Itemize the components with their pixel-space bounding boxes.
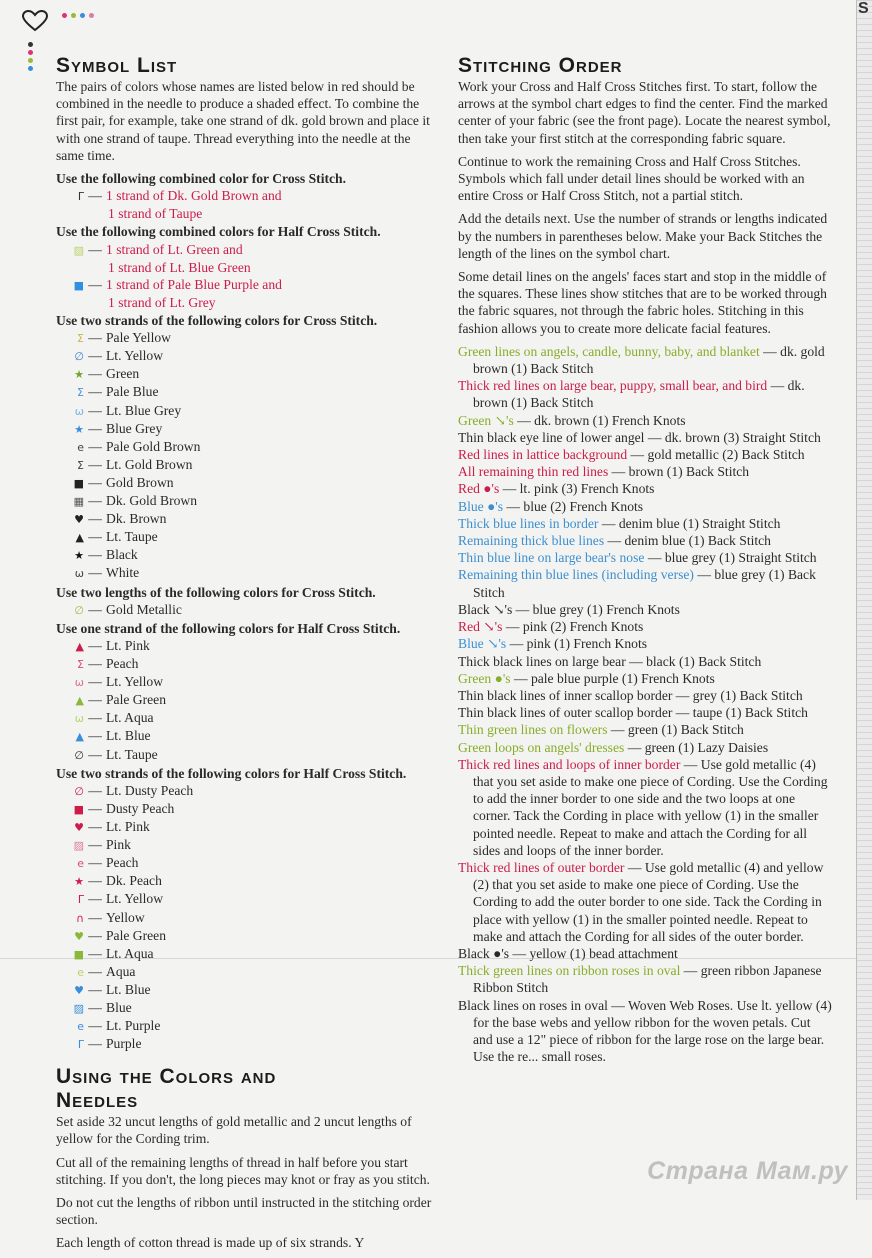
dash: — [88,474,102,490]
dash: — [88,402,102,418]
stitch-entry [458,446,832,463]
dash: — [88,1036,102,1052]
stitch-entry [458,532,832,549]
stitch-instruction: — dk. gold brown (1) Back Stitch [473,343,825,377]
color-name: Lt. Dusty Peach [106,782,194,798]
stitch-entry [458,756,832,859]
symbol-row [56,872,432,890]
color-name: Dk. Peach [106,873,162,889]
stitch-instruction: — gold metallic (2) Back Stitch [627,447,805,463]
decorative-dots-vertical [28,42,33,71]
stitch-symbol-icon: ∩ [75,911,84,925]
stitching-order-list [458,343,832,1066]
color-name: White [106,565,140,581]
symbol-row [56,510,432,528]
stitch-symbol-icon: e [77,965,84,979]
symbol-row [56,1035,432,1053]
stitch-symbol-icon: ■ [73,278,84,292]
symbol-row [56,981,432,999]
stitch-entry [458,687,832,704]
stitch-entry [458,601,832,618]
stitch-instruction: — dk. brown (1) French Knots [513,412,686,428]
dash: — [88,276,102,292]
stitch-entry [458,377,832,411]
dash: — [88,710,102,726]
symbol-row [56,365,432,383]
dash: — [88,420,102,436]
detail-line-label: Blue ↘'s [458,636,507,652]
detail-line-label: Green ●'s [458,670,511,686]
symbol-row [56,945,432,963]
dash: — [88,999,102,1015]
symbol-row [56,383,432,401]
dash: — [88,348,102,364]
stitch-symbol-icon: ♥ [74,929,84,943]
dash: — [88,638,102,653]
dash: — [88,728,102,744]
color-name: Pale Gold Brown [106,438,201,454]
symbol-row [56,999,432,1017]
color-name: Green [106,366,140,382]
color-name: Black [106,547,138,563]
symbol-list-intro: The pairs of colors whose names are listed below in red should be combined in the needle to produce a shaded effect. To combine the first pair, for example, take one strand of dk. gold brown and place it with one strand of taupe. Thread everything into the needle at the same time. [56,79,430,163]
combined-color-label: 1 strand of Taupe [108,206,203,222]
stitch-instruction: — blue (2) French Knots [503,498,644,514]
stitch-instruction: — green (1) Back Stitch [607,722,744,738]
stitch-symbol-icon: Σ [77,658,84,672]
dash: — [88,1018,102,1034]
dash: — [88,692,102,708]
colors-needles-paragraph: Do not cut the lengths of ribbon until instructed in the stitching order section. [56,1195,432,1228]
symbol-group-heading: Use two strands of the following colors for Cross Stitch. [56,312,378,328]
color-name: Dk. Brown [106,511,167,527]
stitch-instruction: — dk. brown (1) Back Stitch [473,378,805,411]
detail-line-label: Thin green lines on flowers [458,722,608,738]
color-name: Lt. Pink [106,638,150,653]
stitch-instruction: — Use gold metallic (4) and yellow (2) that you set aside to make one piece of Cording. Use the Cording to add the outer border to one side. Tack the Cording in place with yellow (1) in the smaller pointed needle. Repeat to make and attach the Cording for all sides of the outer border. [473,859,824,944]
color-name: Blue Grey [106,420,163,436]
color-name: Lt. Aqua [106,945,154,961]
stitch-instruction: Thick black lines on large bear — black (1) Back Stitch [458,653,762,669]
adjacent-page-edge [856,0,872,1200]
stitch-symbol-icon: ω [74,567,84,581]
dash: — [88,493,102,509]
stitch-symbol-icon: ▨ [73,839,84,853]
symbol-row [56,492,432,510]
colors-needles-paragraph: Cut all of the remaining lengths of thread in half before you start stitching. If you don't, the long pieces may knot or fray as you stitch. [56,1154,430,1187]
detail-line-label: Thick green lines on ribbon roses in oval [458,963,681,979]
stitch-symbol-icon: ★ [74,549,84,563]
detail-line-label: Green loops on angels' dresses [458,739,625,755]
stitching-order-heading: Stitching Order [458,54,623,77]
colors-needles-heading: Using the Colors and Needles [56,1065,277,1113]
dash: — [88,456,102,472]
stitch-entry [458,997,832,1066]
dash: — [88,511,102,527]
stitch-symbol-icon: Σ [77,332,84,346]
stitch-instruction: — lt. pink (3) French Knots [499,481,655,497]
stitching-order-paragraph: Continue to work the remaining Cross and Half Cross Stitches. Symbols which fall under detail lines should be worked with an entire Cross or Half Cross Stitch, not a partial stitch. [458,153,805,204]
detail-line-label: Remaining thick blue lines [458,533,605,549]
symbol-row [56,854,432,872]
stitch-entry [458,704,832,721]
symbol-row [56,187,432,205]
color-name: Lt. Aqua [106,710,154,726]
color-name: Purple [106,1036,142,1052]
symbol-group-heading: Use two strands of the following colors for Half Cross Stitch. [56,765,407,781]
stitch-symbol-icon: e [77,1020,84,1034]
detail-line-label: All remaining thin red lines [458,464,609,480]
color-name: Yellow [106,909,145,925]
stitching-order-paragraph: Add the details next. Use the number of strands or lengths indicated by the numbers in parentheses below. Make your Back Stitches the length of the lines on the symbol chart. [458,211,828,261]
dash: — [88,330,102,346]
symbol-row [56,1017,432,1035]
symbol-group-heading: Use two lengths of the following colors for Cross Stitch. [56,584,376,600]
symbol-group-heading: Use the following combined colors for Half Cross Stitch. [56,224,381,240]
stitch-instruction: — denim blue (1) Back Stitch [604,533,771,549]
color-name: Dusty Peach [106,800,175,816]
dash: — [88,927,102,943]
dash: — [88,782,102,798]
stitch-symbol-icon: ★ [74,875,84,889]
symbol-row [56,420,432,438]
adjacent-page-letter: S [858,0,869,17]
stitch-entry [458,412,832,429]
dash: — [88,819,102,835]
symbol-row [56,746,432,764]
symbol-row [56,836,432,854]
color-name: Lt. Blue [106,981,151,997]
symbol-row [56,601,432,619]
symbol-row [56,927,432,945]
stitch-instruction: — green ribbon Japanese Ribbon Stitch [473,963,822,996]
color-name: Pale Blue [106,384,159,400]
dash: — [88,241,102,257]
detail-line-label: Red ↘'s [458,619,503,635]
combined-color-label: 1 strand of Lt. Blue Green [108,259,251,275]
dash: — [88,656,102,672]
stitch-instruction: — blue grey (1) Back Stitch [473,567,816,600]
combined-color-label: 1 strand of Pale Blue Purple and [106,276,282,292]
dash: — [88,601,102,617]
detail-line-label: Remaining thin blue lines (including verse) [458,567,694,583]
stitch-entry [458,739,832,756]
stitch-entry [458,480,832,497]
dash: — [88,963,102,979]
symbol-row [56,655,432,673]
color-name: Gold Metallic [106,601,182,617]
stitch-instruction: — pink (1) French Knots [506,636,648,652]
symbol-row [56,528,432,546]
stitch-instruction: — Use gold metallic (4) that you set aside to make one piece of Cording. Use the Cording to add the inner border to one side and the two loops at one corner. Tack the Cording in place with yellow (1) in the smaller pointed needle. Repeat to make and attach the Cording for all sides and loops of the inner border. [473,756,828,858]
color-name: Lt. Yellow [106,348,164,364]
detail-line-label: Thick red lines and loops of inner border [458,756,681,772]
stitch-instruction: Thin black lines of outer scallop border — taupe (1) Back Stitch [458,705,808,721]
stitch-instruction: — blue grey (1) Straight Stitch [644,550,817,566]
stitch-symbol-icon: e [77,440,84,454]
stitch-entry [458,515,832,532]
color-name: Lt. Blue Grey [106,402,182,418]
color-name: Lt. Yellow [106,891,164,907]
dash: — [88,529,102,545]
stitch-symbol-icon: ♥ [74,821,84,835]
symbol-row [56,963,432,981]
left-column [56,54,432,1258]
stitch-entry [458,945,832,962]
detail-line-label: Green lines on angels, candle, bunny, baby, and blanket [458,343,760,359]
detail-line-label: Red lines in lattice background [458,447,628,463]
color-name: Lt. Pink [106,819,150,835]
decorative-dots-horizontal [62,13,94,18]
stitch-entry [458,859,832,945]
symbol-row [56,564,432,582]
dash: — [88,547,102,563]
symbol-list-heading: Symbol List [56,54,178,77]
symbol-row [56,691,432,709]
symbol-row [56,329,432,347]
stitch-symbol-icon: Σ [77,458,84,472]
stitch-symbol-icon: ♥ [74,983,84,997]
detail-line-label: Thick blue lines in border [458,515,599,531]
color-name: Blue [106,999,132,1015]
stitch-symbol-icon: ■ [73,802,84,816]
stitch-instruction: Thin black eye line of lower angel — dk. brown (3) Straight Stitch [458,429,821,445]
dash: — [88,981,102,997]
stitch-symbol-icon: ★ [74,422,84,436]
stitching-order-paragraph: Some detail lines on the angels' faces start and stop in the middle of the squares. These lines show stitches that are to be worked through the fabric squares, not through the fabric holes. Stitching in this fashion allows you to create more delicate facial features. [458,269,827,336]
stitch-symbol-icon: ▨ [73,1001,84,1015]
watermark: Страна Мам.ру [647,1157,848,1185]
symbol-row [56,347,432,365]
stitch-instruction: Black ↘'s — blue grey (1) French Knots [458,601,680,617]
dash: — [88,891,102,907]
symbol-row [56,800,432,818]
stitch-instruction: Black ●'s — yellow (1) bead attachment [458,945,678,961]
detail-line-label: Red ●'s [458,481,500,497]
combined-color-label: 1 strand of Lt. Grey [108,294,216,310]
stitch-symbol-icon: Σ [77,386,84,400]
symbol-row [56,474,432,492]
stitch-instruction: — brown (1) Back Stitch [608,464,750,480]
symbol-row [56,276,432,294]
stitch-instruction: — pink (2) French Knots [502,619,644,635]
detail-line-label: Thin blue line on large bear's nose [458,550,645,566]
dash: — [88,945,102,961]
color-name: Lt. Yellow [106,674,164,690]
dash: — [88,384,102,400]
dash: — [88,438,102,454]
stitch-symbol-icon: ω [74,404,84,418]
color-name: Peach [106,656,139,672]
stitch-symbol-icon: Γ [77,1038,84,1052]
symbol-row [56,709,432,727]
color-name: Gold Brown [106,474,174,490]
color-name: Lt. Taupe [106,529,158,545]
stitch-instruction: Thin black lines of inner scallop border — grey (1) Back Stitch [458,687,803,703]
detail-line-label: Thick red lines on large bear, puppy, small bear, and bird [458,378,768,394]
dash: — [88,746,102,762]
symbol-row [56,456,432,474]
dash: — [88,837,102,853]
stitch-symbol-icon: ∅ [74,784,84,798]
stitch-entry [458,343,832,377]
color-name: Peach [106,855,139,871]
stitch-symbol-icon: ▲ [75,531,84,545]
stitch-entry [458,498,832,515]
stitch-symbol-icon: ω [74,676,84,690]
stitching-order-paragraph: Work your Cross and Half Cross Stitches first. To start, follow the arrows at the symbol chart edges to find the center. Find the marked center of your fabric (see the front page). Locate the nearest symbol, then take your first stitch at the corresponding fabric square. [458,79,831,146]
dash: — [88,909,102,925]
color-name: Pale Green [106,692,167,708]
color-name: Pale Green [106,927,167,943]
color-name: Pale Yellow [106,330,171,346]
combined-color-label: 1 strand of Dk. Gold Brown and [106,188,282,204]
symbol-row [56,402,432,420]
dash: — [88,800,102,816]
stitch-instruction: — green (1) Lazy Daisies [624,739,769,755]
color-name: Lt. Gold Brown [106,456,193,472]
color-name: Lt. Blue [106,728,151,744]
symbol-group-heading: Use one strand of the following colors for Half Cross Stitch. [56,620,401,636]
stitch-symbol-icon: ▲ [75,694,84,708]
stitch-symbol-icon: ■ [73,476,84,490]
color-name: Aqua [106,963,136,979]
symbol-row [56,890,432,908]
symbol-row [56,909,432,927]
stitching-order-paragraphs [458,78,832,337]
stitch-entry [458,962,832,996]
symbol-row [56,782,432,800]
symbol-row [56,546,432,564]
color-name: Dk. Gold Brown [106,493,198,509]
stitch-symbol-icon: Γ [77,893,84,907]
color-name: Pink [106,837,131,853]
color-name: Lt. Taupe [106,746,158,762]
symbol-row [56,727,432,745]
stitch-entry [458,463,832,480]
stitch-entry [458,721,832,738]
symbol-row [56,673,432,691]
colors-needles-paragraph: Each length of cotton thread is made up of six strands. Y [56,1235,365,1251]
detail-line-label: Blue ●'s [458,498,504,514]
stitch-symbol-icon: Γ [77,190,84,204]
stitch-entry [458,653,832,670]
dash: — [88,188,102,204]
stitch-symbol-icon: ∅ [74,748,84,762]
stitch-entry [458,566,832,600]
heart-icon [22,10,48,32]
stitch-symbol-icon: ▦ [73,495,84,509]
symbol-row [56,818,432,836]
stitch-symbol-icon: ▨ [73,243,84,257]
stitch-instruction: — pale blue purple (1) French Knots [510,670,715,686]
stitch-symbol-icon: ∅ [74,603,84,617]
colors-needles-paragraph: Set aside 32 uncut lengths of gold metallic and 2 uncut lengths of yellow for the Cording trim. [56,1114,412,1147]
symbol-row [56,637,432,655]
dash: — [88,873,102,889]
stitch-symbol-icon: ★ [74,368,84,382]
stitch-symbol-icon: ▲ [75,640,84,653]
symbol-group-heading: Use the following combined color for Cross Stitch. [56,171,346,187]
stitch-entry [458,429,832,446]
symbol-row [56,241,432,259]
stitch-entry [458,635,832,652]
stitch-symbol-icon: ω [74,712,84,726]
stitch-entry [458,549,832,566]
stitch-symbol-icon: ♥ [74,513,84,527]
stitch-symbol-icon: ■ [73,947,84,961]
symbol-row [56,438,432,456]
dash: — [88,855,102,871]
dash: — [88,366,102,382]
symbol-list [56,170,432,1053]
stitch-symbol-icon: ▲ [75,730,84,744]
right-column [458,54,832,1065]
stitch-symbol-icon: ∅ [74,350,84,364]
stitch-symbol-icon: e [77,857,84,871]
stitch-instruction: Black lines on roses in oval — Woven Web Roses. Use lt. yellow (4) for the base webs and yellow ribbon for the woven petals. Cut and use a 12" piece of ribbon for the large rose on the large bear. Use the re... small roses. [458,997,832,1065]
detail-line-label: Thick red lines of outer border [458,859,625,875]
stitch-instruction: — denim blue (1) Straight Stitch [598,515,781,531]
stitch-entry [458,618,832,635]
dash: — [88,674,102,690]
stitch-entry [458,670,832,687]
combined-color-label: 1 strand of Lt. Green and [106,241,243,257]
color-name: Lt. Purple [106,1018,161,1034]
dash: — [88,565,102,581]
detail-line-label: Green ↘'s [458,412,514,428]
